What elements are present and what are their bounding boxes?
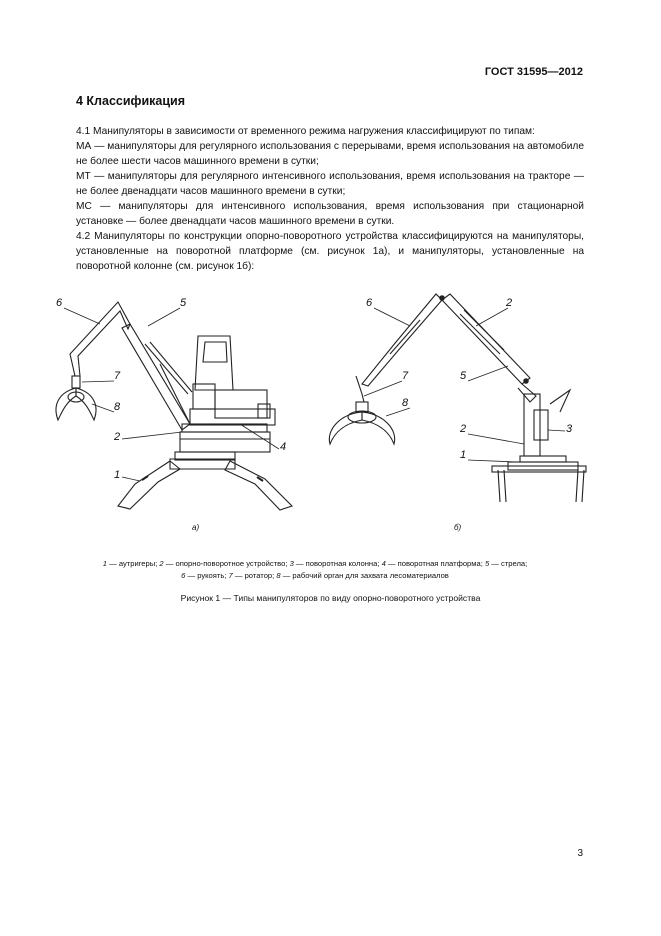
legend-text-1: — аутригеры; [107, 559, 160, 568]
paragraph-mt: МТ — манипуляторы для регулярного интенсивного использования, время использования на трактоpe — не более двенадцати часов машинного времени в сутки; [76, 171, 584, 197]
figure-legend [46, 558, 584, 582]
legend-num-1: 1 [102, 559, 107, 568]
callout-left-8: 8 [114, 401, 121, 413]
callout-right-5: 5 [460, 370, 467, 382]
legend-text-7: — ротатор; [232, 571, 277, 580]
callout-left-4: 4 [280, 441, 287, 453]
callout-left-5: 5 [180, 297, 187, 309]
legend-text-5: — стрела; [489, 559, 528, 568]
legend-num-7: 7 [228, 571, 233, 580]
legend-num-8: 8 [276, 571, 281, 580]
callout-right-8: 8 [402, 397, 409, 409]
callout-left-6: 6 [56, 297, 63, 309]
legend-text-8: — рабочий орган для захвата лесоматериалов [280, 571, 449, 580]
figure-label-b: б) [454, 523, 462, 532]
legend-text-3: — поворотная колонна; [293, 559, 382, 568]
callout-left-7: 7 [114, 370, 121, 382]
callout-right-3: 3 [566, 423, 573, 435]
callout-left-2: 2 [114, 431, 121, 443]
section-title: 4 Классификация [76, 94, 186, 108]
legend-num-6: 6 [181, 571, 186, 580]
legend-text-4: — поворотная платформа; [385, 559, 485, 568]
callout-left-1: 1 [114, 469, 121, 481]
callout-right-6: 6 [366, 297, 373, 309]
legend-num-5: 5 [484, 559, 490, 568]
figure-label-a: а) [192, 523, 200, 532]
paragraph-mc: МС — манипуляторы для интенсивного использования, время использования при стационарной установке — более двенадцати часов машинного времени в сутки. [76, 201, 584, 227]
legend-text-2: — опорно-поворотное устройство; [163, 559, 290, 568]
standard-id: ГОСТ 31595—2012 [484, 66, 583, 78]
figure-caption: Рисунок 1 — Типы манипуляторов по виду опорно-поворотного устройства [180, 593, 481, 603]
figure-1 [30, 284, 620, 544]
callout-right-2: 2 [506, 297, 513, 309]
body-text [76, 124, 584, 274]
callout-right-1: 1 [460, 449, 467, 461]
legend-text-6: — рукоять; [185, 571, 229, 580]
callout-right-7: 7 [402, 370, 409, 382]
paragraph-4-1: 4.1 Манипуляторы в зависимости от временного режима нагружения классифицируют по типам: [76, 126, 535, 137]
legend-num-2: 2 [159, 559, 164, 568]
legend-num-4: 4 [381, 559, 386, 568]
paragraph-ma: МА — манипуляторы для регулярного использования с перерывами, время использования на автомобиле не более шести часов машинного времени в сутки; [76, 141, 584, 167]
manipulator-platform-drawing [56, 302, 292, 510]
callout-right-2b: 2 [460, 423, 467, 435]
legend-num-3: 3 [289, 559, 294, 568]
manipulator-column-drawing [329, 294, 586, 502]
page-number: 3 [577, 848, 583, 859]
paragraph-4-2: 4.2 Манипуляторы по конструкции опорно-поворотного устройства классифицируются на манипуляторы, установленные на поворотной платформе (см. рисунок 1а), и манипуляторы, установленные на поворотной колонне (см. рисунок 1б): [76, 231, 584, 272]
